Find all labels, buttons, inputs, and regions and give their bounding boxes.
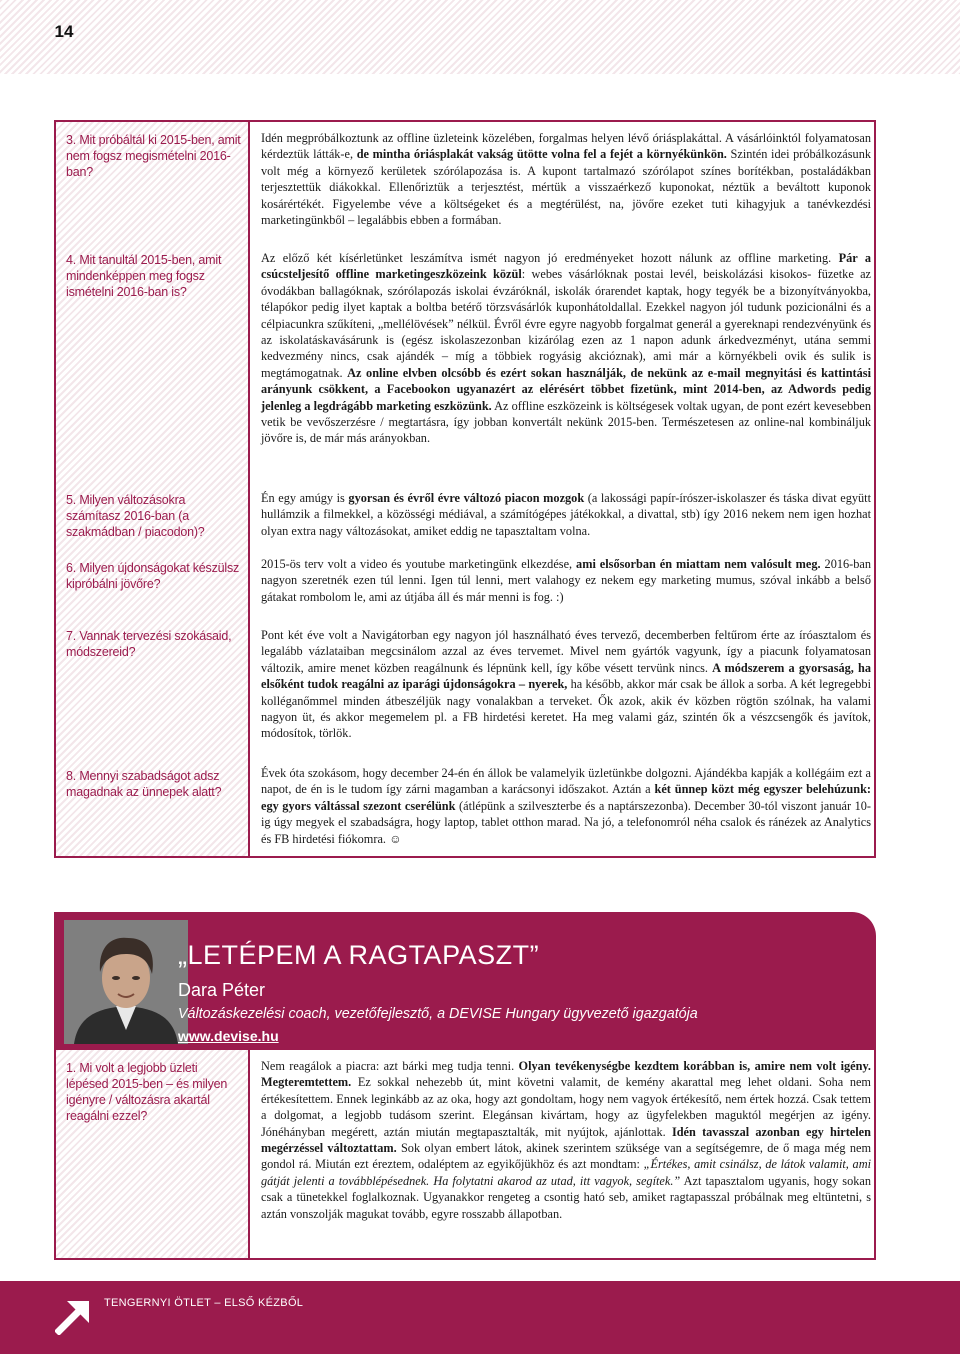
profile-question-1: 1. Mi volt a legjobb üzleti lépésed 2015-ben – és milyen igényre / változásra akartál reagálni ezzel? [66, 1061, 228, 1123]
profile-header [54, 912, 876, 1050]
answer-6: 2015-ös terv volt a video és youtube marketingünk elkezdése, ami elsősorban én miattam nem valósult meg. 2016-ban nagyon szeretnék ezen túl lenni. Igen túl lenni, mert valahogy ez nekem egy marketing mumus, szóval inkább a belső gátakat rombolom le, ami az útjába áll és már menni is fog. :) [261, 557, 871, 604]
question-4: 4. Mit tanultál 2015-ben, amit mindenképpen meg fogsz ismételni 2016-ban is? [66, 253, 222, 299]
answer-5: Én egy amúgy is gyorsan és évről évre változó piacon mozgok (a lakossági papír-írószer-iskolaszer és táska divat együtt hullámzik a filmekkel, a közösségi médiával, a számítógépes játékokkal, a divattal, stb) így 2016 nekem nem igen hozhat olyan extra nagy változásokat, amiket eddig ne tapasztaltam volna. [261, 491, 871, 538]
author-website-link[interactable]: www.devise.hu [178, 1028, 279, 1044]
answer-4: Az előző két kísérletünket leszámítva ismét nagyon jó eredményeket hozott nálunk az offline marketing. Pár a csúcsteljesítő offline marketingeszközeink közül: webes vásárlóknak postai levél, beiskolázási kisokos- füzetke az óvodákban ballagóknak, szórólapozás iskolai évzáróknál, iskolák órarendet kaptak, hogy tegyék be a bizonyítványokba, télapókor pedig ilyet kaptak a boltba betérő törzsvásárlók kuponhátoldallal. Ezekkel nagyon jól tudunk pozicionálni és a célpiacunkra szűkíteni, „mellélövések” nélkül. Évről évre egyre nagyobb forgalmat generál a gyereknapi rendezvényünk és az iskolatáskavásárunk is (egész iskolaszezonban kizárólag ezen az 1 napon adunk árkedvezményt, utána semmi kedvezmény nincs, csak ajándék – míg a többiek rogyásig akcióznak), ami már a környékbeli ovik és sulik is megtámogatnak. Az online elvben olcsóbb és ezért sokan használják, de nekünk az e-mail megnyitási és kattintási arányunk csökkent, a Facebookon ugyanazért az elérésért többet fizetünk, mint 2014-ben, az Adwords pedig jelenleg a legdrágább marketing eszközünk. Az offline eszközeink is költségesek voltak ugyan, de pont ezért kevesebben vetik be vevőszerzésre / megtartásra, így jobban konvertált nekünk 2015-ben. Természetesen az online-nal kombináljuk jövőre is, de már más arányokban. [261, 251, 872, 446]
arrow-up-right-icon [55, 1295, 93, 1340]
question-3: 3. Mit próbáltál ki 2015-ben, amit nem fogsz megismételni 2016-ban? [66, 133, 241, 179]
question-8: 8. Mennyi szabadságot adsz magadnak az ünnepek alatt? [66, 769, 222, 799]
answer-3: Idén megpróbálkoztunk az offline üzleteink közelében, forgalmas helyen lévő óriásplakáttal. A vásárlóinktól folyamatosan kérdeztük látták-e, de mintha óriásplakát vakság ütötte volna fel a fejét a környékünkön. Szintén idei próbálkozásunk volt még a környező kerületek szórólapozása is. A kupont tartalmazó szórólapot színes borítékban, postaládákban terjesztettük diákokkal. Ellenőriztük a terjesztést, mértük a visszaérkező kuponokat, néztük a beváltott kuponok kosárértékét. Figyelembe véve a költségeket és a megtérülést, na, jövőre ezeket tuti kihagyjuk a tanévkezdési marketingünkből – legalábbis ebben a formában. [261, 131, 871, 228]
top-header-band [0, 0, 960, 74]
portrait-photo [64, 920, 188, 1044]
qa-box [54, 120, 876, 858]
question-7: 7. Vannak tervezési szokásaid, módszereid? [66, 629, 232, 659]
questions-column [56, 122, 250, 856]
author-name: Dara Péter [178, 980, 266, 1000]
question-5: 5. Milyen változásokra számítasz 2016-ban (a szakmádban / piacodon)? [66, 493, 205, 539]
article-title: „LETÉPEM A RAGTAPASZT” [178, 940, 540, 970]
footer-band [0, 1281, 960, 1354]
author-role: Változáskezelési coach, vezetőfejlesztő, a DEVISE Hungary ügyvezető igazgatója [178, 1006, 698, 1022]
profile-answer-1: Nem reagálok a piacra: azt bárki meg tudja tenni. Olyan tevékenységbe kezdtem korábban is, amire nem volt igény. Megteremtettem. Ez sokkal nehezebb út, mint követni valamit, de kemény akarattal meg lehet oldani. Soha nem értékesítettem. Ennek leginkább az az oka, hogy azt gondoltam, hogy nem vagyok értékesítő, nem értek hozzá. Csak tettem a dolgomat, a legjobb tudásom szerint. Elegánsan kivártam, hogy az ügyfelekben maguktól megérjen az igény. Jónéhányban megérett, aztán miután megtapasztalták, mit nyújtok, ajánlottak. Idén tavasszal azonban egy hirtelen megérzéssel változtattam. Sok olyan embert látok, akinek szerintem szüksége van a segítségemre, de ő maga még nem gondol rá. Miután ezt éreztem, odaléptem az egyikőjükhöz és azt mondtam: „Értékes, amit csinálsz, de látok valamit, ami gátját jelenti a továbblépésednek. Ha folytatni akarod az utad, itt vagyok, segítek.” Azt tapasztalom ugyanis, hogy sokan csak a tünetekkel foglalkoznak. Ugyanakkor rengeteg a csontig ható seb, amiket ragtapasszal próbálnak meg eltüntetni, s aztán vonszolják magukat tovább, egyre rosszabb állapotban. [261, 1059, 872, 1221]
profile-questions-column [56, 1050, 250, 1258]
footer-tagline: TENGERNYI ÖTLET – ELSŐ KÉZBŐL [104, 1297, 304, 1309]
answer-7: Pont két éve volt a Navigátorban egy nagyon jól használható éves tervező, decemberben feltűrom érte az íróasztalom és legalább vázlataiban megcsinálom azzal az éves tervemet. Mivel nem gyártók vagyunk, így a piacunk folyamatosan változik, amire menet közben reagálnunk és lépnünk kell, így kőbe vésett tervünk nincs. A módszerem a gyorsaság, ha elsőként tudok reagálni az iparági újdonságokra – nyerek, ha később, akkor már csak be állok a sorba. A két legregebbi kolléganőmmel minden átbeszéljük nagy vonalakban a terveket. Ők azok, akik év közben rögtön szólnak, ha valami nagyon üt, és akkor megemelem pl. a FB hirdetési keretet. Ha meg valami gáz, szintén ők a vészcsengők és javítok, módosítok, törlök. [261, 628, 872, 741]
profile-qa-box [54, 1050, 876, 1260]
question-6: 6. Milyen újdonságokat készülsz kipróbálni jövőre? [66, 561, 240, 591]
page-number: 14 [54, 22, 74, 41]
answer-8: Évek óta szokásom, hogy december 24-én én állok be valamelyik üzletünkbe dolgozni. Ajándékba kapják a kollégáim ezt a napot, de én is le tudom így zárni magamban a karácsonyi időszakot. Aztán a két ünnep közt még egyszer belehúzunk: egy gyors váltással szezont cserélünk (átlépünk a szilveszterbe és a naptárszezonba). December 30-tól viszont január 10-ig úgy megyek el szabadságra, hogy laptop, tablet otthon marad. Na jó, a telefonomról néha csalok és ránézek az Analytics és FB hirdetési fiókomra. ☺ [261, 766, 872, 846]
